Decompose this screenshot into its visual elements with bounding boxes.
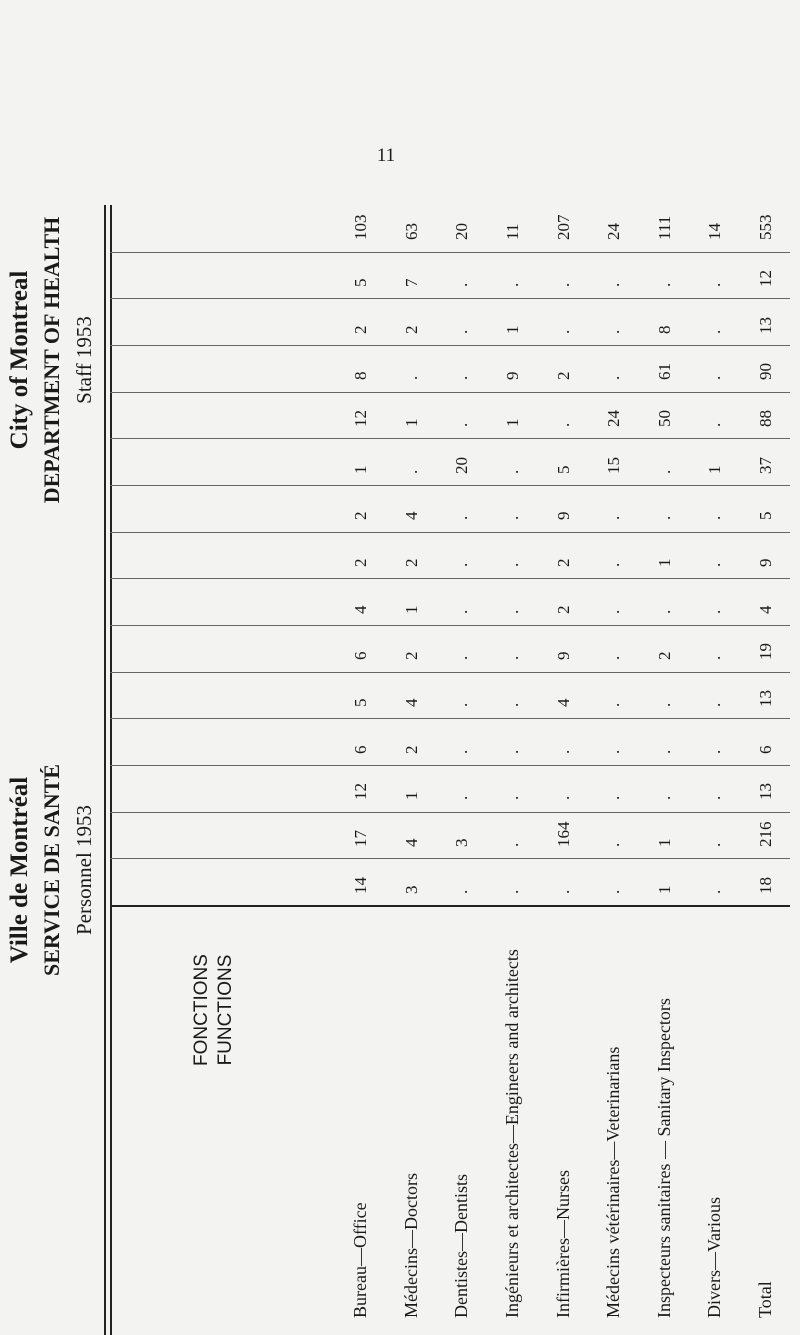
table-cell: 111 — [654, 216, 674, 241]
table-cell: 11 — [502, 223, 522, 241]
table-cell: 103 — [351, 214, 370, 241]
table-cell: 8 — [654, 325, 674, 334]
left-heading-line3: Personnel 1953 — [72, 804, 96, 936]
table-cell: 6 — [351, 745, 370, 754]
table-cell: 4 — [553, 698, 573, 707]
table-cell: . — [705, 376, 725, 381]
table-cell: . — [553, 889, 573, 894]
table-cell: 9 — [756, 558, 775, 567]
column-separator — [110, 345, 790, 346]
column-separator — [110, 438, 790, 439]
row-label: Bureau—Office — [350, 1202, 370, 1318]
table-cell: . — [604, 376, 624, 381]
table-cell: 13 — [756, 316, 775, 334]
table-cell: 8 — [351, 371, 370, 381]
page-number: 11 — [376, 145, 396, 166]
table-cell: 4 — [351, 605, 370, 614]
row-label: Médecins vétérinaires—Veterinarians — [603, 1046, 624, 1318]
table-cell: . — [705, 329, 725, 334]
functions-header-fr: FONCTIONS — [191, 954, 212, 1066]
table-cell: . — [654, 469, 674, 474]
table-cell: . — [705, 702, 725, 707]
table-cell: 5 — [756, 511, 775, 521]
table-cell: 1 — [654, 558, 674, 567]
table-cell: 24 — [604, 223, 624, 241]
table-cell: 63 — [401, 223, 421, 241]
table-cell: . — [654, 702, 674, 707]
table-cell: . — [401, 469, 421, 474]
table-cell: . — [654, 796, 674, 801]
table-cell: 2 — [553, 371, 573, 381]
table-cell: . — [502, 889, 522, 894]
table-cell: 20 — [452, 223, 472, 241]
table-cell: 90 — [756, 363, 775, 381]
side-headings — [0, 0, 110, 1331]
table-cell: 2 — [553, 605, 573, 614]
table-cell: . — [553, 282, 573, 287]
column-separator — [110, 298, 790, 299]
column-separator — [110, 858, 790, 859]
table-cell: 9 — [553, 511, 573, 521]
column-separator — [110, 392, 790, 393]
column-separator — [110, 252, 790, 253]
table-cell: . — [553, 422, 573, 427]
table-cell: 24 — [604, 410, 624, 427]
functions-header-en: FUNCTIONS — [215, 954, 236, 1066]
table-cell: . — [502, 842, 522, 847]
table-cell: . — [452, 656, 472, 661]
row-label: Total — [755, 1281, 775, 1318]
table-cell: . — [502, 749, 522, 754]
table-cell: 15 — [604, 456, 624, 474]
table-cell: . — [452, 609, 472, 614]
table-cell: 5 — [351, 698, 370, 707]
table-frame-inner — [110, 205, 112, 1335]
table-cell: . — [452, 796, 472, 801]
table-cell: 2 — [654, 651, 674, 661]
table-cell: . — [452, 282, 472, 287]
table-cell: . — [654, 749, 674, 754]
table-cell: . — [553, 796, 573, 801]
row-label: Médecins—Doctors — [400, 1173, 421, 1318]
table-cell: 6 — [756, 745, 775, 754]
table-cell: . — [705, 422, 725, 427]
table-cell: 7 — [401, 278, 421, 287]
table-cell: 61 — [654, 363, 674, 381]
table-cell: . — [705, 656, 725, 661]
table-cell: 14 — [705, 223, 725, 241]
table-cell: . — [705, 609, 725, 614]
table-cell: 2 — [351, 325, 370, 334]
table-cell: . — [502, 702, 522, 707]
table-cell: . — [604, 329, 624, 334]
table-cell: 1 — [654, 885, 674, 894]
table-cell: 37 — [756, 456, 775, 474]
left-heading-line1: Ville de Montréal — [6, 776, 33, 964]
right-heading — [4, 140, 100, 580]
table-cell: . — [604, 282, 624, 287]
table-cell: . — [452, 376, 472, 381]
table-cell: 2 — [401, 651, 421, 661]
table-cell: 12 — [351, 783, 370, 801]
table-cell: . — [502, 562, 522, 567]
table-cell: . — [502, 469, 522, 474]
table-cell: . — [553, 749, 573, 754]
table-cell: . — [705, 749, 725, 754]
right-heading-line2: DEPARTMENT OF HEALTH — [39, 216, 64, 504]
table-cell: 50 — [654, 410, 674, 427]
table-cell: . — [452, 889, 472, 894]
table-cell: 1 — [502, 418, 522, 427]
table-frame — [104, 205, 790, 1335]
table-cell: . — [705, 842, 725, 847]
table-cell: . — [502, 609, 522, 614]
column-separator — [110, 765, 790, 766]
table-cell: . — [452, 516, 472, 521]
table-cell: 1 — [401, 791, 421, 801]
table-cell: 3 — [452, 838, 472, 847]
table-cell: 3 — [401, 885, 421, 894]
table-cell: 5 — [553, 465, 573, 474]
column-separator — [110, 625, 790, 626]
table-cell: 1 — [502, 325, 522, 334]
table-cell: 1 — [401, 605, 421, 614]
table-cell: . — [452, 422, 472, 427]
table-cell: 553 — [756, 214, 775, 241]
table-cell: 207 — [553, 214, 573, 241]
table-cell: . — [604, 749, 624, 754]
column-separator — [110, 672, 790, 673]
table-cell: . — [553, 329, 573, 334]
table-cell: . — [502, 796, 522, 801]
column-separator — [110, 532, 790, 533]
table-cell: 4 — [756, 605, 775, 614]
table-cell: 2 — [401, 745, 421, 754]
table-cell: . — [452, 749, 472, 754]
table-cell: 2 — [351, 511, 370, 521]
table-cell: . — [502, 282, 522, 287]
table-cell: 12 — [756, 270, 775, 287]
table-cell: 20 — [452, 456, 472, 474]
functions-header — [190, 910, 238, 1110]
column-separator — [110, 578, 790, 579]
table-cell: 216 — [756, 821, 775, 847]
table-cell: 13 — [756, 783, 775, 801]
left-heading-line2: SERVICE DE SANTÉ — [39, 764, 64, 976]
table-cell: . — [705, 562, 725, 567]
table-cell: 13 — [756, 690, 775, 707]
table-cell: 2 — [351, 558, 370, 567]
table-cell: 1 — [401, 418, 421, 427]
column-separator — [110, 718, 790, 719]
table-cell: 12 — [351, 410, 370, 427]
table-cell: . — [705, 516, 725, 521]
table-cell: 2 — [401, 325, 421, 334]
table-cell: . — [502, 516, 522, 521]
table-cell: 9 — [502, 371, 522, 381]
table-cell: . — [654, 282, 674, 287]
table-cell: 14 — [351, 876, 370, 894]
table-cell: . — [654, 609, 674, 614]
right-heading-line3: Staff 1953 — [72, 316, 96, 404]
table-cell: 4 — [401, 838, 421, 847]
table-cell: 6 — [351, 651, 370, 661]
table-cell: . — [452, 702, 472, 707]
table-cell: . — [705, 796, 725, 801]
table-cell: 164 — [553, 821, 573, 847]
table-cell: 2 — [553, 558, 573, 567]
table-cell: . — [705, 889, 725, 894]
table-cell: . — [401, 376, 421, 381]
left-heading — [4, 670, 100, 1070]
header-rule — [110, 905, 790, 907]
table-cell: . — [604, 516, 624, 521]
table-cell: . — [705, 282, 725, 287]
table-cell: . — [604, 889, 624, 894]
table-cell: . — [604, 842, 624, 847]
table-cell: 88 — [756, 410, 775, 427]
table-cell: 4 — [401, 511, 421, 521]
table-cell: 9 — [553, 651, 573, 661]
table-cell: 1 — [351, 465, 370, 474]
table-cell: . — [452, 329, 472, 334]
column-separator — [110, 812, 790, 813]
table-cell: . — [604, 656, 624, 661]
table-cell: . — [502, 656, 522, 661]
table-cell: 19 — [756, 643, 775, 661]
row-label: Ingénieurs et architectes—Engineers and architects — [501, 949, 522, 1318]
right-heading-line1: City of Montreal — [6, 270, 33, 450]
row-label: Dentistes—Dentists — [451, 1174, 472, 1318]
table-cell: 1 — [654, 838, 674, 847]
table-cell: . — [654, 516, 674, 521]
table-cell: . — [452, 562, 472, 567]
row-label: Divers—Various — [704, 1197, 725, 1318]
table-cell: . — [604, 796, 624, 801]
table-cell: 2 — [401, 558, 421, 567]
table-cell: 1 — [705, 465, 725, 474]
table-cell: . — [604, 702, 624, 707]
table-cell: 4 — [401, 698, 421, 707]
table-cell: . — [604, 562, 624, 567]
table-cell: 5 — [351, 278, 370, 287]
row-label: Inspecteurs sanitaires — Sanitary Inspectors — [653, 998, 674, 1318]
table-cell: 17 — [351, 830, 370, 847]
row-label: Infirmières—Nurses — [552, 1170, 573, 1318]
column-separator — [110, 485, 790, 486]
table-cell: 18 — [756, 876, 775, 894]
table-cell: . — [604, 609, 624, 614]
